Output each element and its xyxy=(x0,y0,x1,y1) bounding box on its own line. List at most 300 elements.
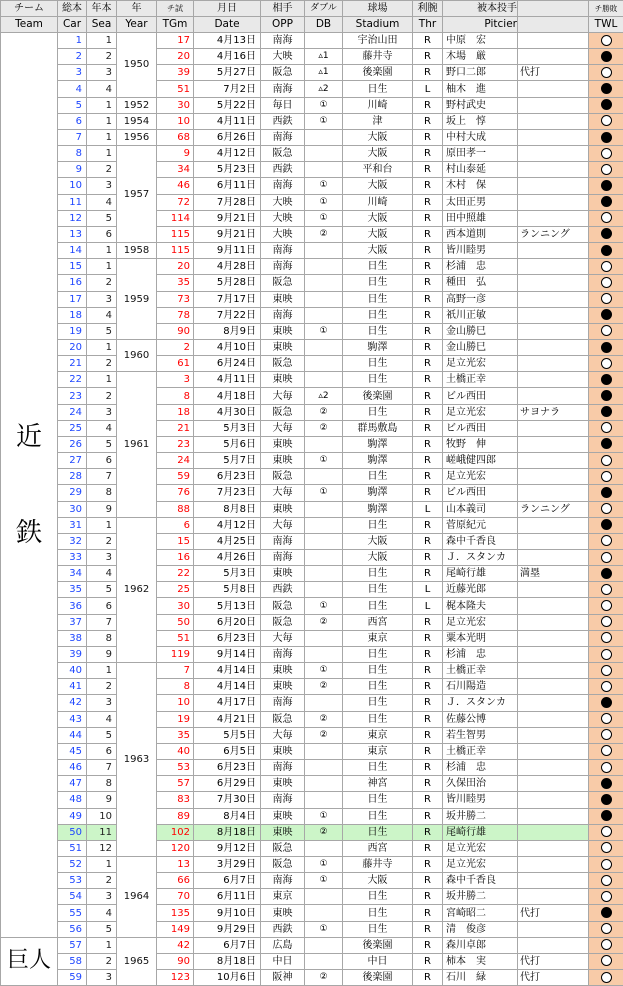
team-game-number: 59 xyxy=(157,469,194,485)
table-row xyxy=(1,49,623,65)
throws-cell: R xyxy=(413,436,443,452)
pitcher-cell: 野口二郎 xyxy=(443,65,518,81)
pitcher-cell: 坂井勝二 xyxy=(443,808,518,824)
career-number: 8 xyxy=(58,146,87,162)
season-number: 1 xyxy=(87,663,117,679)
result-cell xyxy=(589,436,623,452)
stadium-cell: 後楽園 xyxy=(343,388,413,404)
throws-cell: R xyxy=(413,663,443,679)
team-game-number: 46 xyxy=(157,178,194,194)
doubleheader-cell xyxy=(305,339,343,355)
doubleheader-cell xyxy=(305,743,343,759)
table-row xyxy=(1,307,623,323)
pitcher-cell: 清 俊彦 xyxy=(443,921,518,937)
note-cell xyxy=(518,323,589,339)
season-number: 7 xyxy=(87,614,117,630)
opponent-cell: 阪急 xyxy=(261,404,305,420)
pitcher-cell: 中村大成 xyxy=(443,129,518,145)
result-cell xyxy=(589,743,623,759)
throws-cell: R xyxy=(413,420,443,436)
note-cell xyxy=(518,259,589,275)
result-cell xyxy=(589,856,623,872)
season-number: 1 xyxy=(87,372,117,388)
doubleheader-cell: ① xyxy=(305,598,343,614)
season-number: 2 xyxy=(87,388,117,404)
season-number: 2 xyxy=(87,275,117,291)
filled-circle-icon xyxy=(601,83,612,94)
stadium-cell: 日生 xyxy=(343,921,413,937)
open-circle-icon xyxy=(601,277,612,288)
opponent-cell: 西鉄 xyxy=(261,921,305,937)
team-game-number: 51 xyxy=(157,630,194,646)
result-cell xyxy=(589,937,623,953)
team-game-number: 123 xyxy=(157,970,194,986)
pitcher-cell: ビル西田 xyxy=(443,420,518,436)
opponent-cell: 南海 xyxy=(261,792,305,808)
doubleheader-cell xyxy=(305,905,343,921)
result-cell xyxy=(589,307,623,323)
season-number: 9 xyxy=(87,501,117,517)
year-cell: 1957 xyxy=(117,146,157,243)
throws-cell: R xyxy=(413,840,443,856)
team-game-number: 120 xyxy=(157,840,194,856)
year-cell: 1956 xyxy=(117,129,157,145)
stadium-cell: 日生 xyxy=(343,695,413,711)
opponent-cell: 西鉄 xyxy=(261,162,305,178)
doubleheader-cell xyxy=(305,630,343,646)
result-cell xyxy=(589,113,623,129)
table-row xyxy=(1,291,623,307)
open-circle-icon xyxy=(601,923,612,934)
date-cell: 6月11日 xyxy=(194,178,261,194)
opponent-cell: 阪急 xyxy=(261,598,305,614)
career-number: 30 xyxy=(58,501,87,517)
note-cell xyxy=(518,695,589,711)
date-cell: 4月17日 xyxy=(194,695,261,711)
opponent-cell: 大映 xyxy=(261,194,305,210)
pitcher-cell: 太田正男 xyxy=(443,194,518,210)
career-number: 34 xyxy=(58,566,87,582)
date-cell: 7月22日 xyxy=(194,307,261,323)
result-cell xyxy=(589,81,623,97)
open-circle-icon xyxy=(601,535,612,546)
date-cell: 5月3日 xyxy=(194,566,261,582)
stadium-cell: 大阪 xyxy=(343,146,413,162)
stadium-cell: 日生 xyxy=(343,824,413,840)
career-number: 21 xyxy=(58,356,87,372)
date-cell: 10月6日 xyxy=(194,970,261,986)
table-row xyxy=(1,792,623,808)
filled-circle-icon xyxy=(601,907,612,918)
result-cell xyxy=(589,275,623,291)
result-cell xyxy=(589,323,623,339)
pitcher-cell: 柚木 進 xyxy=(443,81,518,97)
team-game-number: 24 xyxy=(157,453,194,469)
doubleheader-cell: ① xyxy=(305,323,343,339)
career-number: 6 xyxy=(58,113,87,129)
pitcher-cell: 宮崎昭二 xyxy=(443,905,518,921)
header-cell: Thr xyxy=(413,17,443,33)
filled-circle-icon xyxy=(601,342,612,353)
pitcher-cell: 石川 緑 xyxy=(443,970,518,986)
throws-cell: R xyxy=(413,824,443,840)
date-cell: 4月12日 xyxy=(194,146,261,162)
table-row xyxy=(1,146,623,162)
date-cell: 6月23日 xyxy=(194,469,261,485)
table-row xyxy=(1,275,623,291)
table-row xyxy=(1,905,623,921)
doubleheader-cell: ▵2 xyxy=(305,81,343,97)
note-cell xyxy=(518,339,589,355)
pitcher-cell: 田中照雄 xyxy=(443,210,518,226)
career-number: 46 xyxy=(58,760,87,776)
pitcher-cell: 久保田治 xyxy=(443,776,518,792)
career-number: 48 xyxy=(58,792,87,808)
stadium-cell: 大阪 xyxy=(343,210,413,226)
career-number: 50 xyxy=(58,824,87,840)
result-cell xyxy=(589,501,623,517)
table-row xyxy=(1,517,623,533)
career-number: 55 xyxy=(58,905,87,921)
stadium-cell: 東京 xyxy=(343,630,413,646)
career-number: 44 xyxy=(58,727,87,743)
doubleheader-cell xyxy=(305,291,343,307)
stadium-cell: 後楽園 xyxy=(343,970,413,986)
result-cell xyxy=(589,453,623,469)
note-cell: サヨナラ xyxy=(518,404,589,420)
pitcher-cell: 森川卓郎 xyxy=(443,937,518,953)
header-row-english xyxy=(1,17,623,33)
throws-cell: R xyxy=(413,291,443,307)
header-cell: 球場 xyxy=(343,1,413,17)
stadium-cell: 駒澤 xyxy=(343,436,413,452)
season-number: 1 xyxy=(87,33,117,49)
year-cell: 1960 xyxy=(117,339,157,371)
season-number: 7 xyxy=(87,760,117,776)
opponent-cell: 東映 xyxy=(261,743,305,759)
opponent-cell: 阪神 xyxy=(261,970,305,986)
stadium-cell: 日生 xyxy=(343,889,413,905)
pitcher-cell: 原田孝一 xyxy=(443,146,518,162)
season-number: 8 xyxy=(87,630,117,646)
throws-cell: L xyxy=(413,81,443,97)
team-game-number: 88 xyxy=(157,501,194,517)
season-number: 2 xyxy=(87,533,117,549)
team-game-number: 83 xyxy=(157,792,194,808)
opponent-cell: 大映 xyxy=(261,49,305,65)
throws-cell: R xyxy=(413,517,443,533)
team-game-number: 72 xyxy=(157,194,194,210)
filled-circle-icon xyxy=(601,438,612,449)
pitcher-cell: 森中千香良 xyxy=(443,533,518,549)
team-cell: 近 鉄 xyxy=(1,33,58,938)
pitcher-cell: 尾崎行雄 xyxy=(443,566,518,582)
header-row-japanese xyxy=(1,1,623,17)
doubleheader-cell xyxy=(305,275,343,291)
opponent-cell: 阪急 xyxy=(261,65,305,81)
season-number: 5 xyxy=(87,582,117,598)
note-cell xyxy=(518,550,589,566)
open-circle-icon xyxy=(601,422,612,433)
opponent-cell: 東映 xyxy=(261,436,305,452)
throws-cell: R xyxy=(413,307,443,323)
open-circle-icon xyxy=(601,762,612,773)
career-number: 58 xyxy=(58,953,87,969)
throws-cell: R xyxy=(413,776,443,792)
stadium-cell: 日生 xyxy=(343,307,413,323)
open-circle-icon xyxy=(601,584,612,595)
date-cell: 5月28日 xyxy=(194,275,261,291)
opponent-cell: 東映 xyxy=(261,323,305,339)
table-row xyxy=(1,259,623,275)
stadium-cell: 日生 xyxy=(343,905,413,921)
table-row xyxy=(1,630,623,646)
pitcher-cell: 金山勝巳 xyxy=(443,339,518,355)
result-cell xyxy=(589,727,623,743)
season-number: 4 xyxy=(87,81,117,97)
throws-cell: R xyxy=(413,937,443,953)
team-game-number: 19 xyxy=(157,711,194,727)
open-circle-icon xyxy=(601,503,612,514)
note-cell xyxy=(518,663,589,679)
table-row xyxy=(1,226,623,242)
date-cell: 6月23日 xyxy=(194,630,261,646)
pitcher-cell: 牧野 伸 xyxy=(443,436,518,452)
header-cell: 利腕 xyxy=(413,1,443,17)
table-body xyxy=(1,33,623,986)
stadium-cell: 大阪 xyxy=(343,550,413,566)
table-row xyxy=(1,711,623,727)
team-game-number: 18 xyxy=(157,404,194,420)
year-cell: 1964 xyxy=(117,856,157,937)
career-number: 41 xyxy=(58,679,87,695)
stadium-cell: 後楽園 xyxy=(343,937,413,953)
doubleheader-cell: ② xyxy=(305,614,343,630)
opponent-cell: 大映 xyxy=(261,210,305,226)
table-row xyxy=(1,453,623,469)
note-cell xyxy=(518,808,589,824)
note-cell xyxy=(518,372,589,388)
throws-cell: R xyxy=(413,372,443,388)
header-cell: 相手 xyxy=(261,1,305,17)
stadium-cell: 川崎 xyxy=(343,194,413,210)
team-game-number: 39 xyxy=(157,65,194,81)
table-row xyxy=(1,339,623,355)
note-cell: 代打 xyxy=(518,65,589,81)
career-number: 23 xyxy=(58,388,87,404)
team-game-number: 23 xyxy=(157,436,194,452)
date-cell: 4月11日 xyxy=(194,113,261,129)
doubleheader-cell: ① xyxy=(305,113,343,129)
table-row xyxy=(1,356,623,372)
date-cell: 5月8日 xyxy=(194,582,261,598)
team-game-number: 90 xyxy=(157,323,194,339)
table-row xyxy=(1,33,623,49)
result-cell xyxy=(589,598,623,614)
stadium-cell: 日生 xyxy=(343,760,413,776)
pitcher-cell: 杉浦 忠 xyxy=(443,760,518,776)
note-cell xyxy=(518,194,589,210)
header-cell: Stadium xyxy=(343,17,413,33)
pitcher-cell: 森中千香良 xyxy=(443,873,518,889)
throws-cell: R xyxy=(413,129,443,145)
date-cell: 5月6日 xyxy=(194,436,261,452)
throws-cell: R xyxy=(413,533,443,549)
stadium-cell: 大阪 xyxy=(343,226,413,242)
table-row xyxy=(1,873,623,889)
result-cell xyxy=(589,259,623,275)
note-cell xyxy=(518,146,589,162)
note-cell xyxy=(518,420,589,436)
opponent-cell: 東映 xyxy=(261,291,305,307)
career-number: 11 xyxy=(58,194,87,210)
doubleheader-cell xyxy=(305,889,343,905)
doubleheader-cell xyxy=(305,33,343,49)
note-cell xyxy=(518,760,589,776)
date-cell: 4月11日 xyxy=(194,372,261,388)
filled-circle-icon xyxy=(601,228,612,239)
date-cell: 9月11日 xyxy=(194,243,261,259)
team-game-number: 89 xyxy=(157,808,194,824)
table-row xyxy=(1,372,623,388)
season-number: 1 xyxy=(87,517,117,533)
open-circle-icon xyxy=(601,891,612,902)
open-circle-icon xyxy=(601,600,612,611)
team-game-number: 102 xyxy=(157,824,194,840)
stadium-cell: 日生 xyxy=(343,808,413,824)
stadium-cell: 日生 xyxy=(343,259,413,275)
throws-cell: R xyxy=(413,453,443,469)
throws-cell: L xyxy=(413,582,443,598)
pitcher-cell: 高野一彦 xyxy=(443,291,518,307)
pitcher-cell: 土橋正幸 xyxy=(443,743,518,759)
career-number: 19 xyxy=(58,323,87,339)
doubleheader-cell: ① xyxy=(305,97,343,113)
career-number: 17 xyxy=(58,291,87,307)
filled-circle-icon xyxy=(601,180,612,191)
season-number: 3 xyxy=(87,695,117,711)
date-cell: 8月4日 xyxy=(194,808,261,824)
note-cell xyxy=(518,485,589,501)
header-cell: Year xyxy=(117,17,157,33)
pitcher-cell: 金山勝巳 xyxy=(443,323,518,339)
doubleheader-cell: ① xyxy=(305,178,343,194)
season-number: 2 xyxy=(87,49,117,65)
opponent-cell: 大毎 xyxy=(261,630,305,646)
pitcher-cell: 杉浦 忠 xyxy=(443,259,518,275)
table-row xyxy=(1,113,623,129)
open-circle-icon xyxy=(601,745,612,756)
pitcher-cell: 佐藤公博 xyxy=(443,711,518,727)
throws-cell: R xyxy=(413,614,443,630)
table-row xyxy=(1,743,623,759)
header-cell: Date xyxy=(194,17,261,33)
table-row xyxy=(1,194,623,210)
throws-cell: R xyxy=(413,323,443,339)
team-game-number: 25 xyxy=(157,582,194,598)
result-cell xyxy=(589,49,623,65)
team-game-number: 8 xyxy=(157,388,194,404)
opponent-cell: 南海 xyxy=(261,33,305,49)
throws-cell: R xyxy=(413,388,443,404)
pitcher-cell: 木村 保 xyxy=(443,178,518,194)
date-cell: 6月24日 xyxy=(194,356,261,372)
date-cell: 4月28日 xyxy=(194,259,261,275)
career-number: 42 xyxy=(58,695,87,711)
date-cell: 4月10日 xyxy=(194,339,261,355)
throws-cell: R xyxy=(413,727,443,743)
pitcher-cell: 坂上 惇 xyxy=(443,113,518,129)
pitcher-cell: 近藤光郎 xyxy=(443,582,518,598)
season-number: 5 xyxy=(87,921,117,937)
date-cell: 8月18日 xyxy=(194,953,261,969)
stadium-cell: 日生 xyxy=(343,679,413,695)
date-cell: 9月14日 xyxy=(194,646,261,662)
opponent-cell: 阪急 xyxy=(261,356,305,372)
date-cell: 5月13日 xyxy=(194,598,261,614)
opponent-cell: 東映 xyxy=(261,372,305,388)
career-number: 43 xyxy=(58,711,87,727)
team-game-number: 35 xyxy=(157,275,194,291)
throws-cell: R xyxy=(413,550,443,566)
note-cell xyxy=(518,776,589,792)
opponent-cell: 東映 xyxy=(261,905,305,921)
throws-cell: R xyxy=(413,275,443,291)
open-circle-icon xyxy=(601,939,612,950)
result-cell xyxy=(589,210,623,226)
note-cell xyxy=(518,711,589,727)
filled-circle-icon xyxy=(601,374,612,385)
stadium-cell: 日生 xyxy=(343,517,413,533)
header-cell: TWL xyxy=(589,17,623,33)
doubleheader-cell: ② xyxy=(305,679,343,695)
date-cell: 9月29日 xyxy=(194,921,261,937)
opponent-cell: 広島 xyxy=(261,937,305,953)
header-cell: Pitcier xyxy=(443,17,518,33)
year-cell: 1950 xyxy=(117,33,157,98)
pitcher-cell: 嵯峨健四郎 xyxy=(443,453,518,469)
date-cell: 5月22日 xyxy=(194,97,261,113)
doubleheader-cell xyxy=(305,259,343,275)
filled-circle-icon xyxy=(601,519,612,530)
career-number: 22 xyxy=(58,372,87,388)
throws-cell: R xyxy=(413,711,443,727)
result-cell xyxy=(589,566,623,582)
doubleheader-cell xyxy=(305,776,343,792)
team-game-number: 115 xyxy=(157,226,194,242)
throws-cell: R xyxy=(413,33,443,49)
season-number: 2 xyxy=(87,679,117,695)
career-number: 12 xyxy=(58,210,87,226)
table-row xyxy=(1,856,623,872)
open-circle-icon xyxy=(601,875,612,886)
note-cell xyxy=(518,889,589,905)
career-number: 16 xyxy=(58,275,87,291)
opponent-cell: 大毎 xyxy=(261,388,305,404)
opponent-cell: 大毎 xyxy=(261,727,305,743)
season-number: 1 xyxy=(87,856,117,872)
open-circle-icon xyxy=(601,67,612,78)
table-row xyxy=(1,469,623,485)
table-row xyxy=(1,566,623,582)
header-cell: 年 xyxy=(117,1,157,17)
team-game-number: 119 xyxy=(157,646,194,662)
header-cell: OPP xyxy=(261,17,305,33)
note-cell xyxy=(518,743,589,759)
team-game-number: 114 xyxy=(157,210,194,226)
table-row xyxy=(1,921,623,937)
year-cell: 1958 xyxy=(117,243,157,259)
